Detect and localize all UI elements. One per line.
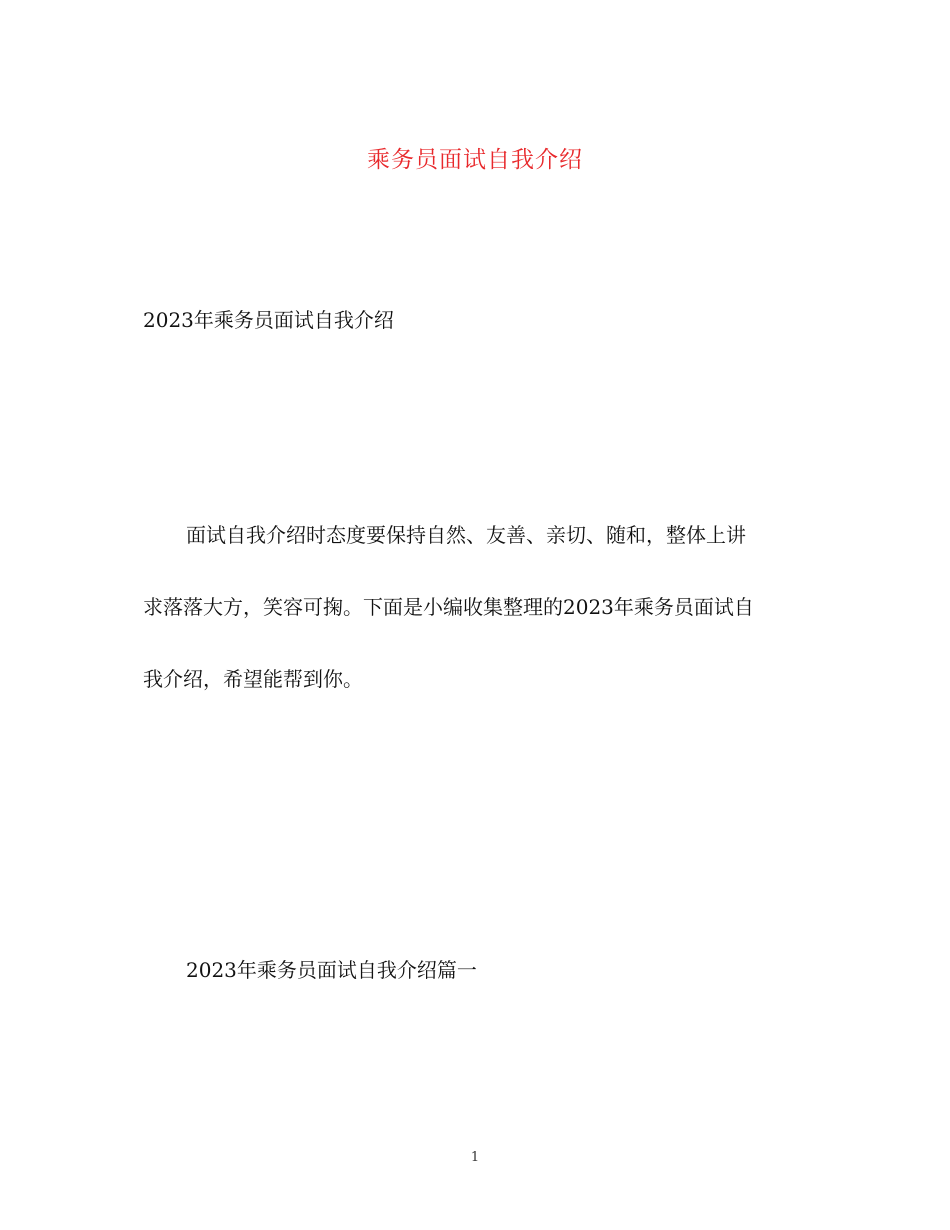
intro-paragraph-line-2: 求落落大方，笑容可掬。下面是小编收集整理的2023年乘务员面试自 xyxy=(143,595,754,619)
page-number: 1 xyxy=(470,1150,480,1165)
document-subtitle: 2023年乘务员面试自我介绍 xyxy=(143,308,394,332)
section-heading: 2023年乘务员面试自我介绍篇一 xyxy=(186,958,477,982)
intro-paragraph-line-3: 我介绍，希望能帮到你。 xyxy=(143,667,363,691)
intro-paragraph-line-1: 面试自我介绍时态度要保持自然、友善、亲切、随和，整体上讲 xyxy=(186,523,746,547)
document-title: 乘务员面试自我介绍 xyxy=(367,147,583,173)
